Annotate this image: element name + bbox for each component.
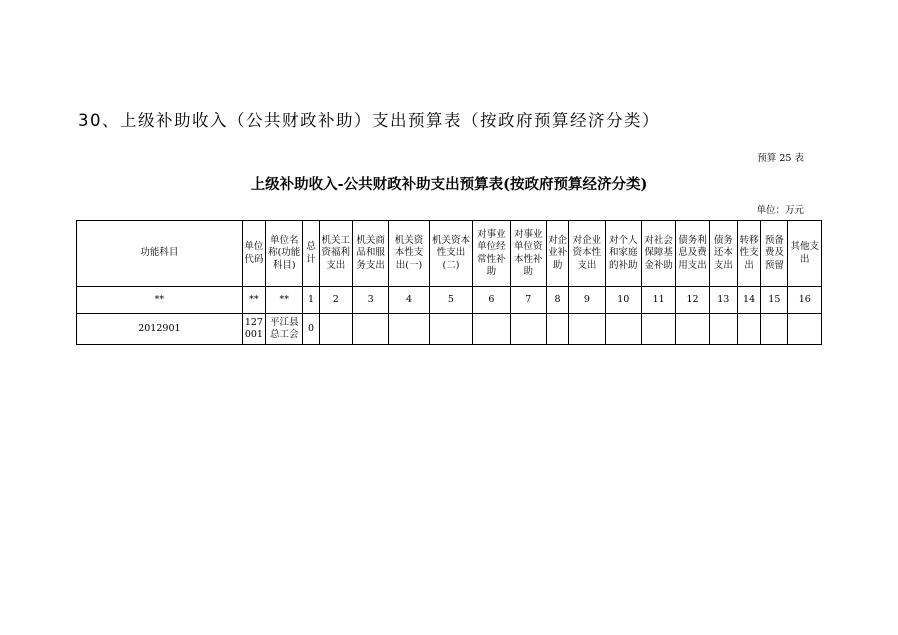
table-cell: 12 [676,287,709,314]
col-header-capital-1: 机关资本性支出(一) [389,221,429,287]
table-cell: 10 [605,287,641,314]
table-cell: 5 [429,287,472,314]
table-cell: 1 [303,287,319,314]
table-cell: 3 [352,287,388,314]
table-cell [676,314,709,345]
col-header-institution-recurrent: 对事业单位经常性补助 [473,221,510,287]
col-header-other: 其他支出 [788,221,822,287]
table-cell: ** [266,287,303,314]
index-row [77,287,822,314]
budget-table [76,220,822,345]
col-header-capital-2: 机关资本性支出(二) [429,221,472,287]
col-header-total: 总计 [303,221,319,287]
col-header-institution-capital: 对事业单位资本性补助 [510,221,546,287]
table-cell-function-code: 2012901 [77,314,243,345]
table-cell-total: 0 [303,314,319,345]
table-cell: 8 [546,287,568,314]
col-header-unit-name: 单位名称(功能科目) [266,221,303,287]
table-title: 上级补助收入-公共财政补助支出预算表(按政府预算经济分类) [250,176,648,193]
table-number: 预算 25 表 [757,153,804,164]
table-cell: ** [77,287,243,314]
table-cell [569,314,605,345]
table-cell [473,314,510,345]
table-cell [709,314,737,345]
table-cell: 14 [737,287,760,314]
table-cell [546,314,568,345]
header-row [77,221,822,287]
col-header-unit-code: 单位代码 [242,221,265,287]
table-cell: 7 [510,287,546,314]
col-header-transfer: 转移性支出 [737,221,760,287]
table-cell [605,314,641,345]
document-heading: 30、上级补助收入（公共财政补助）支出预算表（按政府预算经济分类） [78,111,660,130]
table-cell: 11 [641,287,675,314]
table-cell [389,314,429,345]
table-cell [761,314,788,345]
table-cell: 9 [569,287,605,314]
col-header-reserve: 预备费及预留 [761,221,788,287]
table-cell: ** [242,287,265,314]
table-cell [429,314,472,345]
col-header-enterprise-capital: 对企业资本性支出 [569,221,605,287]
col-header-enterprise-subsidy: 对企业补助 [546,221,568,287]
table-cell [788,314,822,345]
table-row [77,314,822,345]
table-cell [319,314,352,345]
table-cell [510,314,546,345]
col-header-debt-interest: 债务利息及费用支出 [676,221,709,287]
table-cell-unit-name: 平江县总工会 [266,314,303,345]
table-cell [737,314,760,345]
table-cell-unit-code: 127001 [242,314,265,345]
table-cell: 13 [709,287,737,314]
col-header-goods-services: 机关商品和服务支出 [352,221,388,287]
table-cell: 16 [788,287,822,314]
unit-label: 单位：万元 [756,205,804,216]
table-cell: 6 [473,287,510,314]
col-header-salary-welfare: 机关工资福利支出 [319,221,352,287]
table-cell [641,314,675,345]
table-cell: 4 [389,287,429,314]
col-header-social-security: 对社会保障基金补助 [641,221,675,287]
table-cell: 2 [319,287,352,314]
col-header-debt-principal: 债务还本支出 [709,221,737,287]
table-cell: 15 [761,287,788,314]
table-cell [352,314,388,345]
col-header-function-subject: 功能科目 [77,221,243,287]
col-header-individual-subsidy: 对个人和家庭的补助 [605,221,641,287]
